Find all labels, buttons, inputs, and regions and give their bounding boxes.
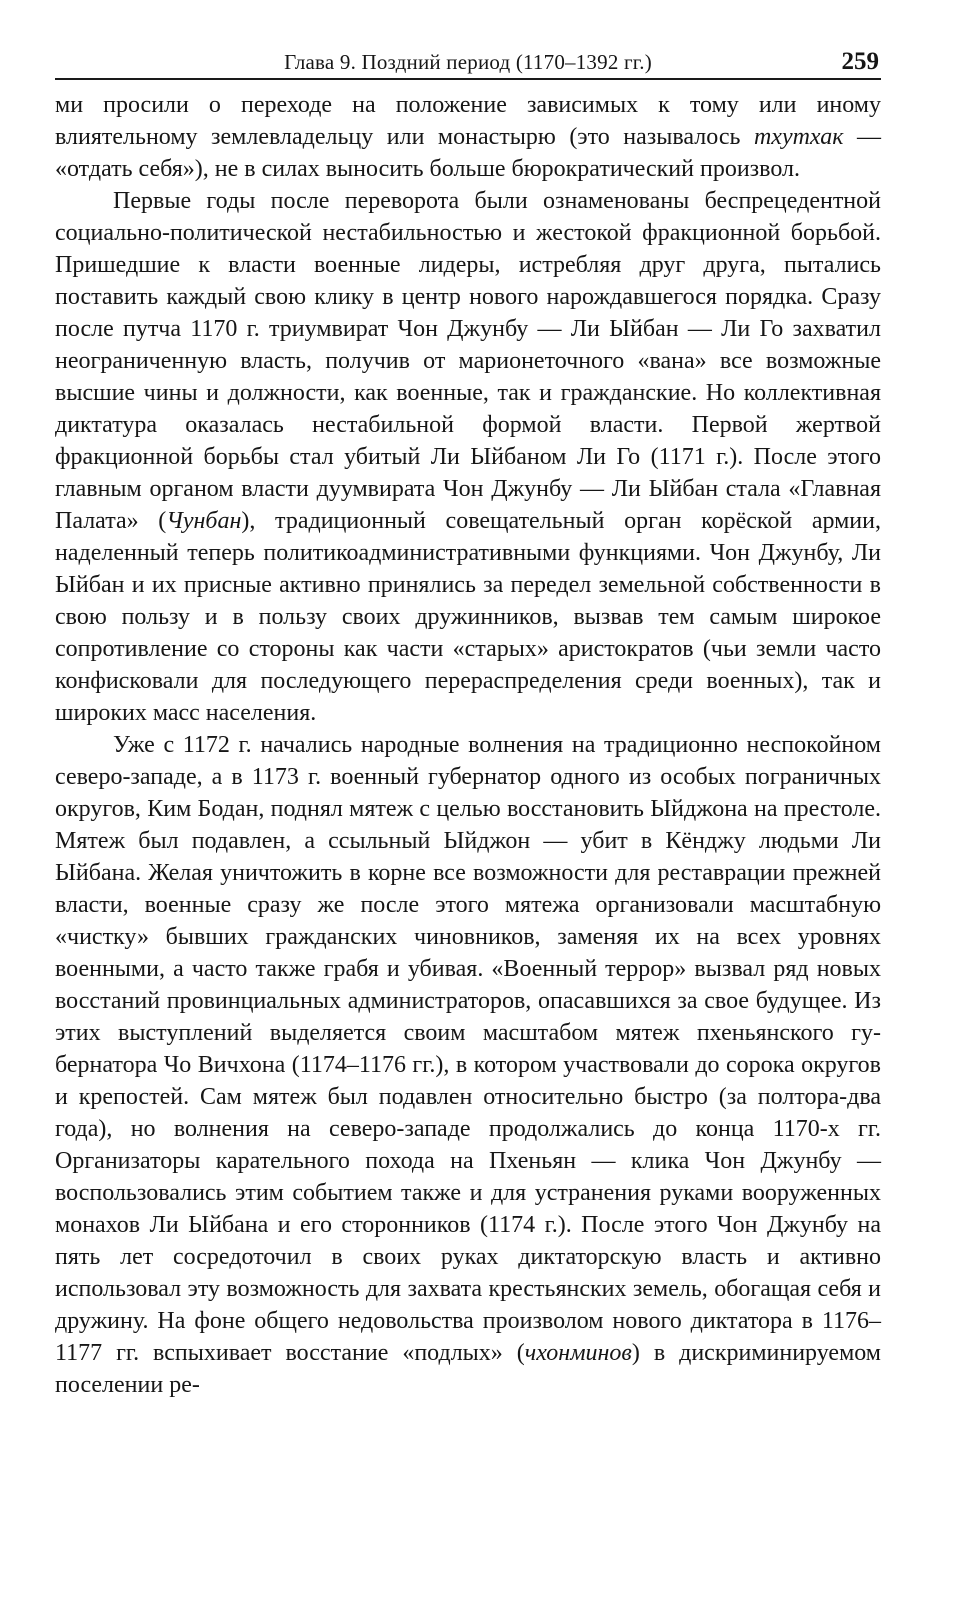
- body-text: [55, 89, 881, 1401]
- paragraph: [55, 185, 881, 729]
- book-page: [55, 40, 881, 1401]
- text-run: ми просили о переходе на положение зависимых к тому или иному влиятельному землевладельцу или монастырю (это называлось: [55, 92, 881, 150]
- italic-term: Чунбан: [166, 508, 242, 534]
- text-run: — «отдать себя»), не в силах выносить больше бюрократический произвол.: [55, 124, 881, 182]
- text-run: Первые годы после переворота были ознаменованы беспрецедентной социально-политической нестабильностью и жестокой фракционной борьбой. Пришедшие к власти военные лидеры, истребляя друг друга, пытались поставить каждый свою клику в центр нового нарождавшегося порядка. Сразу после путча 1170 г. триумвират Чон Джунбу — Ли Ыйбан — Ли Го захватил неограниченную власть, получив от марионеточного «вана» все возможные высшие чины и должности, как военные, так и гражданские. Но коллективная диктатура оказалась нестабильной формой власти. Первой жертвой фракционной борьбы стал убитый Ли Ыйбаном Ли Го (1171 г.). После этого главным органом власти дуумвирата Чон Джунбу — Ли Ыйбан стала «Главная Палата» (: [55, 188, 881, 534]
- italic-term: чхонминов: [524, 1340, 632, 1366]
- text-run: Уже с 1172 г. начались народные волнения на традиционно неспокойном северо-западе, а в 1173 г. военный губернатор одного из особых пограничных округов, Ким Бодан, поднял мятеж с целью восстановить Ыйджона на престоле. Мятеж был подавлен, а ссыльный Ыйджон — убит в Кёнджу людьми Ли Ыйбана. Желая уничтожить в корне все возможности для реставрации прежней власти, военные сразу же после этого мятежа организовали масштабную «чистку» бывших гражданских чиновников, заменяя их на всех уровнях военными, а часто также грабя и убивая. «Военный террор» вызвал ряд новых восстаний провинциальных администраторов, опасавшихся за свое будущее. Из этих выступлений выделяется своим масштабом мятеж пхеньянского губернатора Чо Вичхона (1174–1176 гг.), в котором участвовали до сорока округов и крепостей. Сам мятеж был подавлен относительно быстро (за полтора-два года), но волнения на северо-западе продолжались до конца 1170-х гг. Организаторы карательного похода на Пхеньян — клика Чон Джунбу — воспользовались этим событием также и для устранения руками вооруженных монахов Ли Ыйбана и его сторонников (1174 г.). После этого Чон Джунбу на пять лет сосредоточил в своих руках диктаторскую власть и активно использовал эту возможность для захвата крестьянских земель, обогащая себя и дружину. На фоне общего недовольства произволом нового диктатора в 1176–1177 гг. вспыхивает восстание «подлых» (: [55, 732, 881, 1366]
- italic-term: тхутхак: [753, 124, 844, 150]
- paragraph: [55, 729, 881, 1401]
- page-number: 259: [841, 48, 879, 75]
- text-run: ) в дискриминируемом поселении ре-: [55, 1340, 881, 1398]
- running-head: [55, 40, 881, 80]
- text-run: ), традиционный совещательный орган корёской армии, наделенный теперь политикоадминистративными функциями. Чон Джунбу, Ли Ыйбан и их присные активно принялись за передел земельной собственности в свою пользу и в пользу своих дружинников, вызвав тем самым широкое сопротивление со стороны как части «старых» аристократов (чьи земли часто конфисковали для последующего перераспределения среди военных), так и широких масс населения.: [55, 508, 881, 726]
- running-title: Глава 9. Поздний период (1170–1392 гг.): [284, 50, 652, 74]
- paragraph-continuation: [55, 89, 881, 185]
